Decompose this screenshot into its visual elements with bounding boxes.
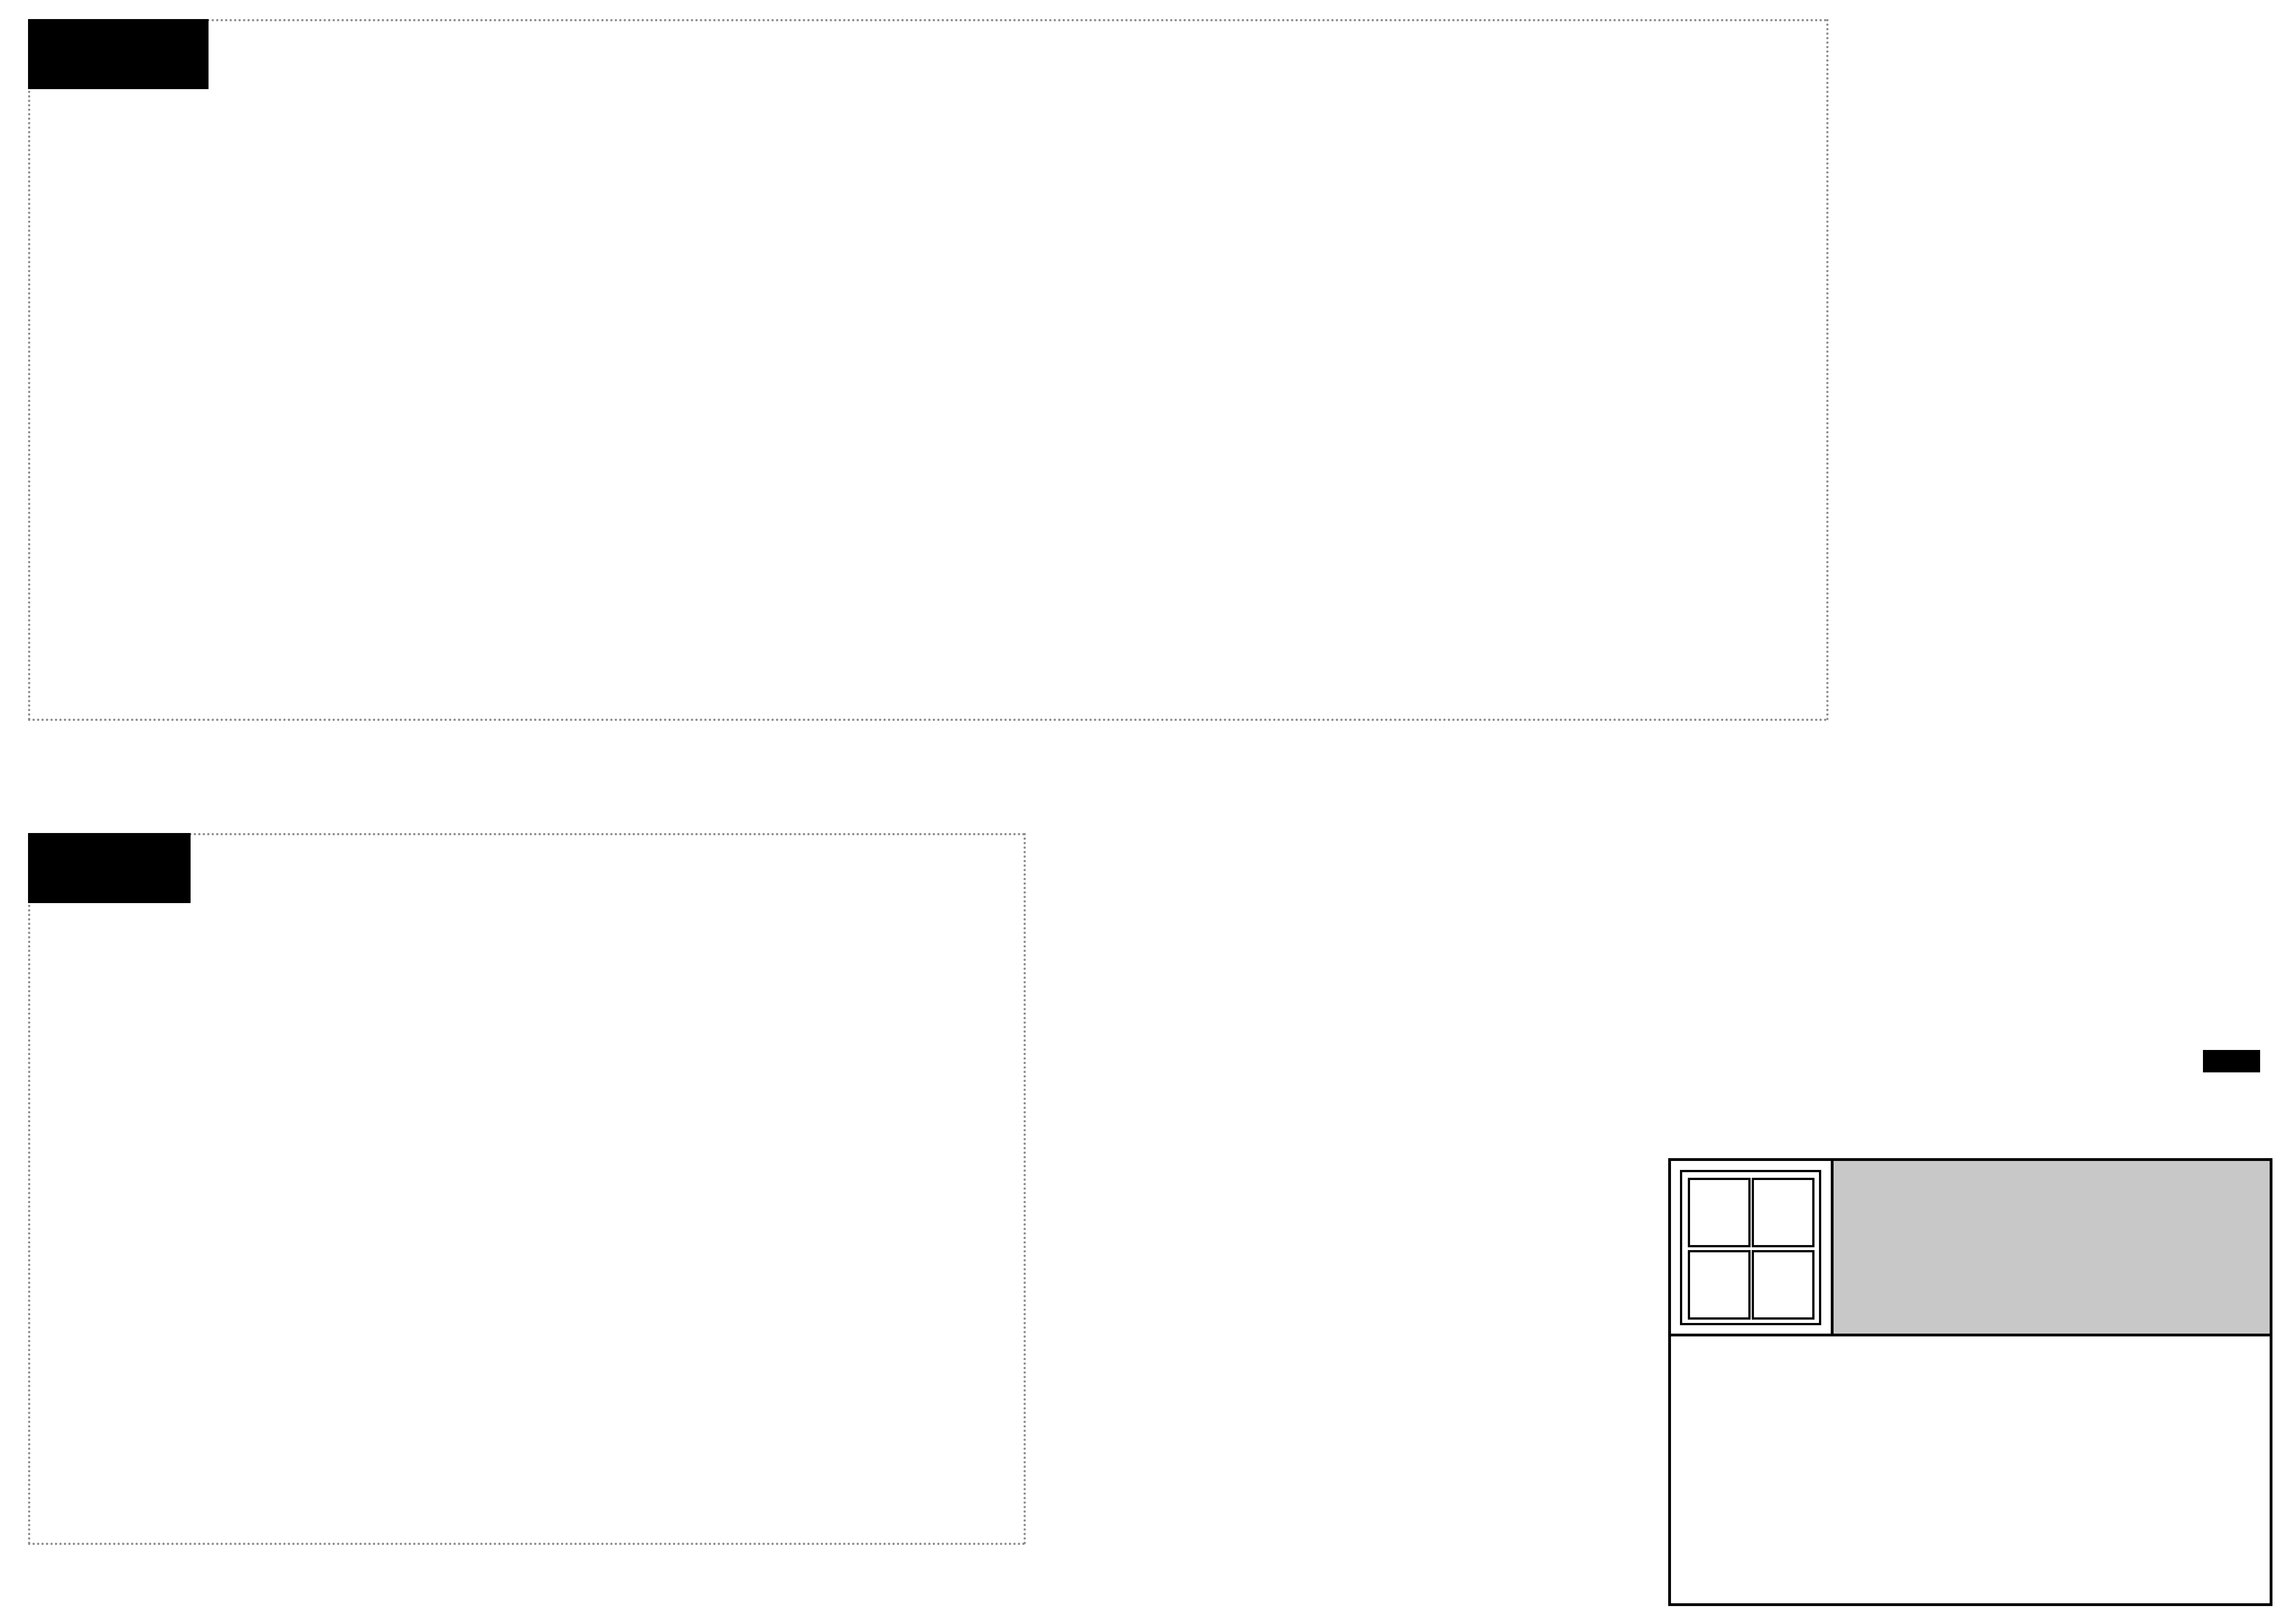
- sash-window-drawing: [1484, 94, 1766, 657]
- logo-letter: [1688, 1250, 1751, 1320]
- logo-letter: [1752, 1250, 1814, 1320]
- window-w6: [663, 873, 946, 1496]
- company-panel: [1834, 1161, 2270, 1336]
- window-w5: [256, 873, 538, 1496]
- rear-elevation-label: [28, 833, 191, 903]
- sash-window-drawing: [1076, 94, 1358, 657]
- logo-letter: [1688, 1178, 1751, 1247]
- logo-frame: [1680, 1170, 1821, 1325]
- company-logo: [1671, 1161, 1834, 1336]
- sash-window-drawing: [256, 920, 538, 1483]
- front-elevation-label: [28, 19, 209, 89]
- sash-window-drawing: [663, 920, 946, 1483]
- logo-letter: [1752, 1178, 1814, 1247]
- sash-window-drawing: [663, 94, 946, 657]
- title-block: [1668, 1158, 2272, 1606]
- scale-bar-graphic: [1614, 1009, 2265, 1110]
- scale-ratio-badge: [2203, 1050, 2260, 1072]
- window-w2: [663, 47, 946, 669]
- window-w3: [1076, 47, 1358, 669]
- scale-bar: [1614, 1009, 2265, 1110]
- window-w4: [1484, 47, 1766, 669]
- window-w1: [256, 47, 538, 669]
- sash-window-drawing: [256, 94, 538, 657]
